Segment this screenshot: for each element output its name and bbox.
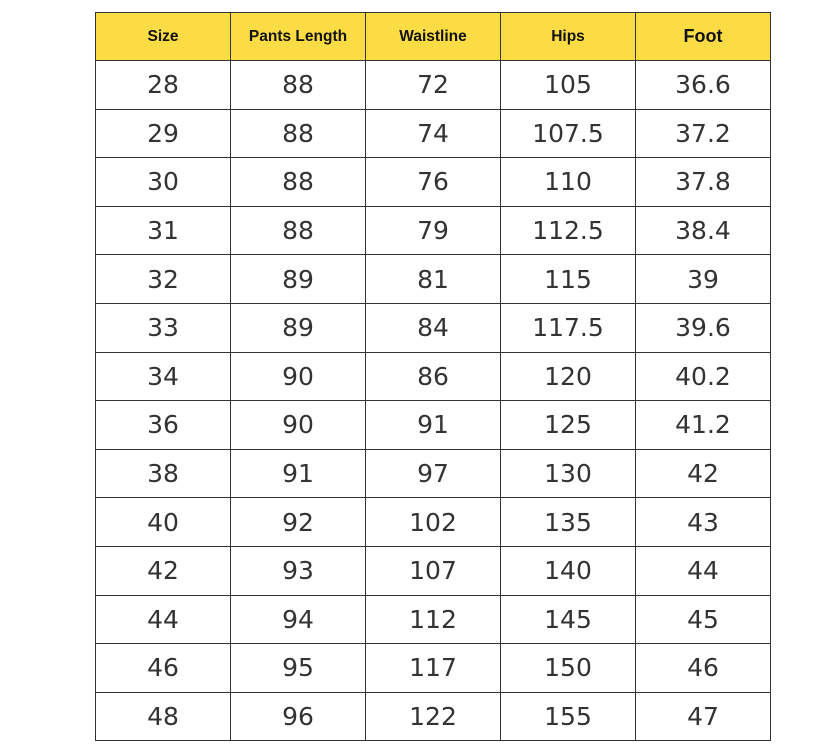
cell-size: 32	[96, 255, 231, 304]
bottom-divider	[95, 740, 771, 741]
table-row	[96, 498, 771, 547]
cell-foot: 39	[636, 255, 771, 304]
cell-hips: 155	[501, 692, 636, 741]
table-row	[96, 303, 771, 352]
cell-pants-length: 96	[231, 692, 366, 741]
cell-waistline: 117	[366, 644, 501, 693]
cell-waistline: 76	[366, 158, 501, 207]
cell-hips: 105	[501, 61, 636, 110]
cell-size: 42	[96, 546, 231, 595]
cell-waistline: 74	[366, 109, 501, 158]
cell-hips: 140	[501, 546, 636, 595]
cell-size: 40	[96, 498, 231, 547]
cell-hips: 125	[501, 401, 636, 450]
table-row	[96, 644, 771, 693]
cell-waistline: 102	[366, 498, 501, 547]
cell-pants-length: 90	[231, 401, 366, 450]
cell-foot: 43	[636, 498, 771, 547]
cell-pants-length: 94	[231, 595, 366, 644]
table-row	[96, 546, 771, 595]
cell-waistline: 86	[366, 352, 501, 401]
table-row	[96, 255, 771, 304]
cell-pants-length: 95	[231, 644, 366, 693]
cell-pants-length: 90	[231, 352, 366, 401]
cell-foot: 36.6	[636, 61, 771, 110]
cell-size: 46	[96, 644, 231, 693]
header-size: Size	[96, 13, 231, 61]
cell-size: 31	[96, 206, 231, 255]
cell-hips: 107.5	[501, 109, 636, 158]
cell-waistline: 122	[366, 692, 501, 741]
cell-foot: 40.2	[636, 352, 771, 401]
table-row	[96, 352, 771, 401]
cell-hips: 110	[501, 158, 636, 207]
table-row	[96, 692, 771, 741]
table-row	[96, 449, 771, 498]
cell-foot: 37.8	[636, 158, 771, 207]
table-row	[96, 206, 771, 255]
cell-foot: 42	[636, 449, 771, 498]
cell-size: 29	[96, 109, 231, 158]
cell-waistline: 72	[366, 61, 501, 110]
cell-waistline: 107	[366, 546, 501, 595]
cell-foot: 41.2	[636, 401, 771, 450]
cell-foot: 38.4	[636, 206, 771, 255]
cell-size: 28	[96, 61, 231, 110]
table-row	[96, 158, 771, 207]
size-chart-body	[96, 61, 771, 741]
cell-pants-length: 89	[231, 303, 366, 352]
table-row	[96, 61, 771, 110]
cell-pants-length: 88	[231, 158, 366, 207]
cell-pants-length: 91	[231, 449, 366, 498]
cell-hips: 145	[501, 595, 636, 644]
cell-size: 34	[96, 352, 231, 401]
cell-waistline: 91	[366, 401, 501, 450]
cell-pants-length: 89	[231, 255, 366, 304]
cell-foot: 37.2	[636, 109, 771, 158]
cell-pants-length: 88	[231, 206, 366, 255]
table-row	[96, 401, 771, 450]
cell-pants-length: 88	[231, 61, 366, 110]
header-hips: Hips	[501, 13, 636, 61]
table-row	[96, 595, 771, 644]
header-waistline: Waistline	[366, 13, 501, 61]
cell-pants-length: 92	[231, 498, 366, 547]
header-row	[96, 13, 771, 61]
cell-foot: 45	[636, 595, 771, 644]
cell-waistline: 112	[366, 595, 501, 644]
cell-waistline: 84	[366, 303, 501, 352]
cell-hips: 115	[501, 255, 636, 304]
cell-waistline: 97	[366, 449, 501, 498]
cell-waistline: 81	[366, 255, 501, 304]
cell-size: 30	[96, 158, 231, 207]
cell-size: 38	[96, 449, 231, 498]
cell-foot: 44	[636, 546, 771, 595]
cell-size: 48	[96, 692, 231, 741]
header-foot: Foot	[636, 13, 771, 61]
cell-hips: 120	[501, 352, 636, 401]
cell-pants-length: 93	[231, 546, 366, 595]
cell-hips: 117.5	[501, 303, 636, 352]
cell-hips: 130	[501, 449, 636, 498]
cell-size: 33	[96, 303, 231, 352]
cell-size: 36	[96, 401, 231, 450]
cell-size: 44	[96, 595, 231, 644]
cell-foot: 39.6	[636, 303, 771, 352]
size-chart-table	[95, 12, 771, 741]
cell-hips: 112.5	[501, 206, 636, 255]
cell-hips: 135	[501, 498, 636, 547]
cell-pants-length: 88	[231, 109, 366, 158]
table-row	[96, 109, 771, 158]
cell-foot: 47	[636, 692, 771, 741]
header-pants-length: Pants Length	[231, 13, 366, 61]
cell-waistline: 79	[366, 206, 501, 255]
cell-hips: 150	[501, 644, 636, 693]
cell-foot: 46	[636, 644, 771, 693]
